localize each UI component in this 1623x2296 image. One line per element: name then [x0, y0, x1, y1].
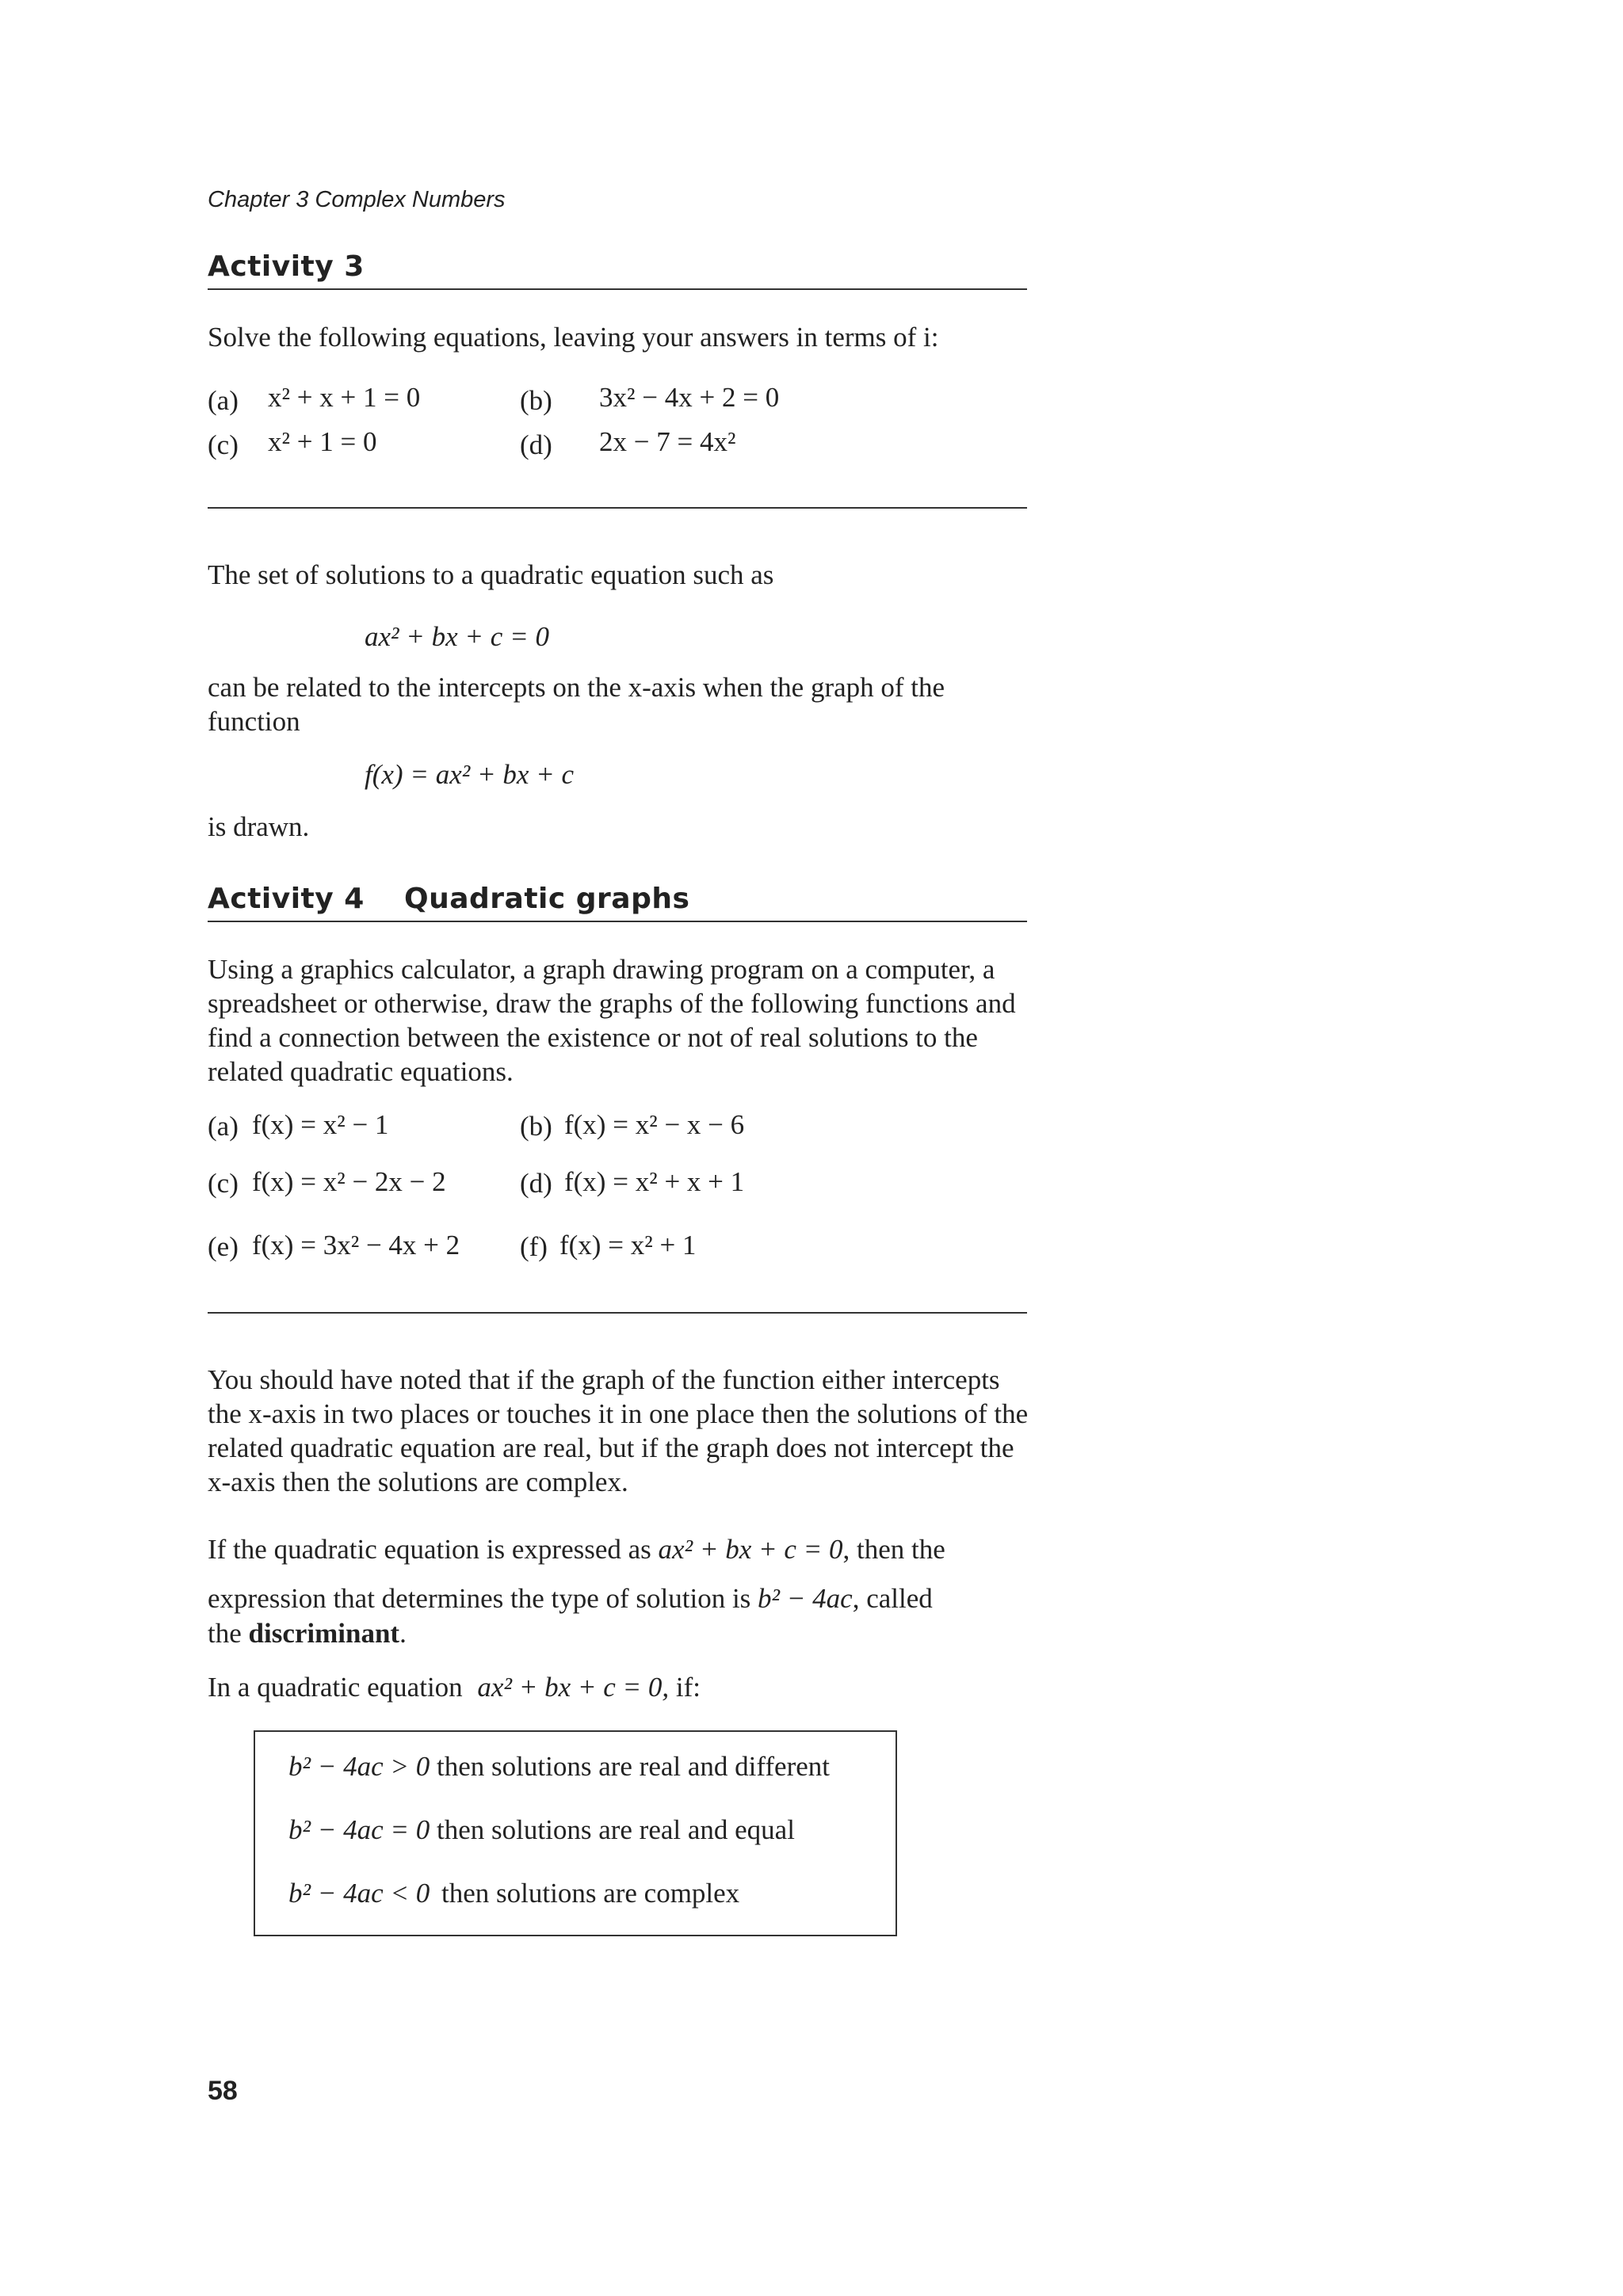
discriminant-line-2-expression: b² − 4ac	[758, 1583, 853, 1614]
case-real-different-condition: b² − 4ac > 0	[288, 1751, 430, 1782]
activity-3-item-b-equation: 3x² − 4x + 2 = 0	[599, 382, 780, 413]
case-real-different	[288, 1751, 830, 1783]
discriminant-cases-box	[254, 1730, 897, 1936]
if-condition-tail: if:	[675, 1672, 701, 1703]
is-drawn-text: is drawn.	[208, 811, 310, 842]
discriminant-line-3-text: the	[208, 1618, 242, 1649]
activity-4-item-d-label: (d)	[520, 1168, 552, 1199]
activity-3-title: Activity 3	[208, 250, 365, 283]
case-real-equal-condition: b² − 4ac = 0	[288, 1814, 430, 1845]
activity-4-item-b-label: (b)	[520, 1111, 552, 1142]
case-real-equal	[288, 1814, 795, 1846]
case-complex	[288, 1878, 739, 1909]
quadratic-function-equation: f(x) = ax² + bx + c	[365, 759, 575, 790]
discriminant-line-1	[208, 1532, 945, 1566]
activity-4-top-rule	[208, 921, 1027, 922]
intercepts-text: can be related to the intercepts on the x-axis when the graph of the function	[208, 672, 945, 737]
activity-4-instruction: Using a graphics calculator, a graph drawing program on a computer, a spreadsheet or otherwise, draw the graphs of the following functions and find a connection between the existence or not of real solutions to the related quadratic equations.	[208, 954, 1016, 1087]
discriminant-line-2	[208, 1581, 933, 1615]
activity-4-item-e-label: (e)	[208, 1231, 239, 1262]
activity-4-subtitle: Quadratic graphs	[404, 883, 690, 915]
activity-3-item-a-label: (a)	[208, 385, 239, 416]
chapter-header: Chapter 3 Complex Numbers	[208, 187, 506, 212]
activity-3-item-d-label: (d)	[520, 429, 552, 460]
activity-4-item-e-equation: f(x) = 3x² − 4x + 2	[252, 1230, 460, 1261]
activity-3-item-d-equation: 2x − 7 = 4x²	[599, 426, 736, 457]
activity-4-item-c-equation: f(x) = x² − 2x − 2	[252, 1166, 446, 1197]
activity-4-bottom-rule	[208, 1312, 1027, 1314]
activity-4-item-b-equation: f(x) = x² − x − 6	[564, 1109, 745, 1140]
discriminant-line-3-tail: .	[399, 1618, 407, 1649]
activity-4-item-f-equation: f(x) = x² + 1	[559, 1230, 697, 1261]
activity-4-item-a-label: (a)	[208, 1111, 239, 1142]
discriminant-line-1-tail: , then the	[842, 1534, 945, 1565]
case-real-equal-text: then solutions are real and equal	[437, 1814, 795, 1845]
discriminant-line-2-tail: , called	[852, 1583, 933, 1614]
activity-3-item-c-label: (c)	[208, 429, 239, 460]
case-real-different-text: then solutions are real and different	[437, 1751, 830, 1782]
quadratic-general-equation: ax² + bx + c = 0	[365, 621, 549, 652]
activity-3-item-b-label: (b)	[520, 385, 552, 416]
activity-4-item-a-equation: f(x) = x² − 1	[252, 1109, 389, 1140]
activity-3-item-a-equation: x² + x + 1 = 0	[268, 382, 421, 413]
activity-4-item-c-label: (c)	[208, 1168, 239, 1199]
activity-4-title: Activity 4	[208, 883, 365, 915]
if-condition-line	[208, 1670, 701, 1704]
activity-3-instruction: Solve the following equations, leaving your answers in terms of i:	[208, 322, 939, 353]
discriminant-line-1-equation: ax² + bx + c = 0	[658, 1534, 843, 1565]
case-complex-condition: b² − 4ac < 0	[288, 1878, 430, 1909]
case-complex-text: then solutions are complex	[441, 1878, 740, 1909]
activity-3-top-rule	[208, 288, 1027, 290]
discriminant-term: discriminant	[248, 1618, 400, 1649]
activity-3-bottom-rule	[208, 507, 1027, 509]
activity-4-item-f-label: (f)	[520, 1231, 548, 1262]
graph-note-paragraph: You should have noted that if the graph of the function either intercepts the x-axis in two places or touches it in one place then the solutions of the related quadratic equation are real, but if the graph does not intercept the x-axis then the solutions are complex.	[208, 1364, 1029, 1497]
if-condition-equation: ax² + bx + c = 0,	[477, 1672, 670, 1703]
discriminant-line-2-text: expression that determines the type of solution is	[208, 1583, 751, 1614]
page-number: 58	[208, 2076, 238, 2106]
quadratic-intro-text: The set of solutions to a quadratic equation such as	[208, 559, 774, 590]
activity-4-item-d-equation: f(x) = x² + x + 1	[564, 1166, 745, 1197]
discriminant-line-3	[208, 1616, 407, 1650]
if-condition-text: In a quadratic equation	[208, 1672, 463, 1703]
activity-3-item-c-equation: x² + 1 = 0	[268, 426, 377, 457]
discriminant-line-1-text: If the quadratic equation is expressed as	[208, 1534, 651, 1565]
